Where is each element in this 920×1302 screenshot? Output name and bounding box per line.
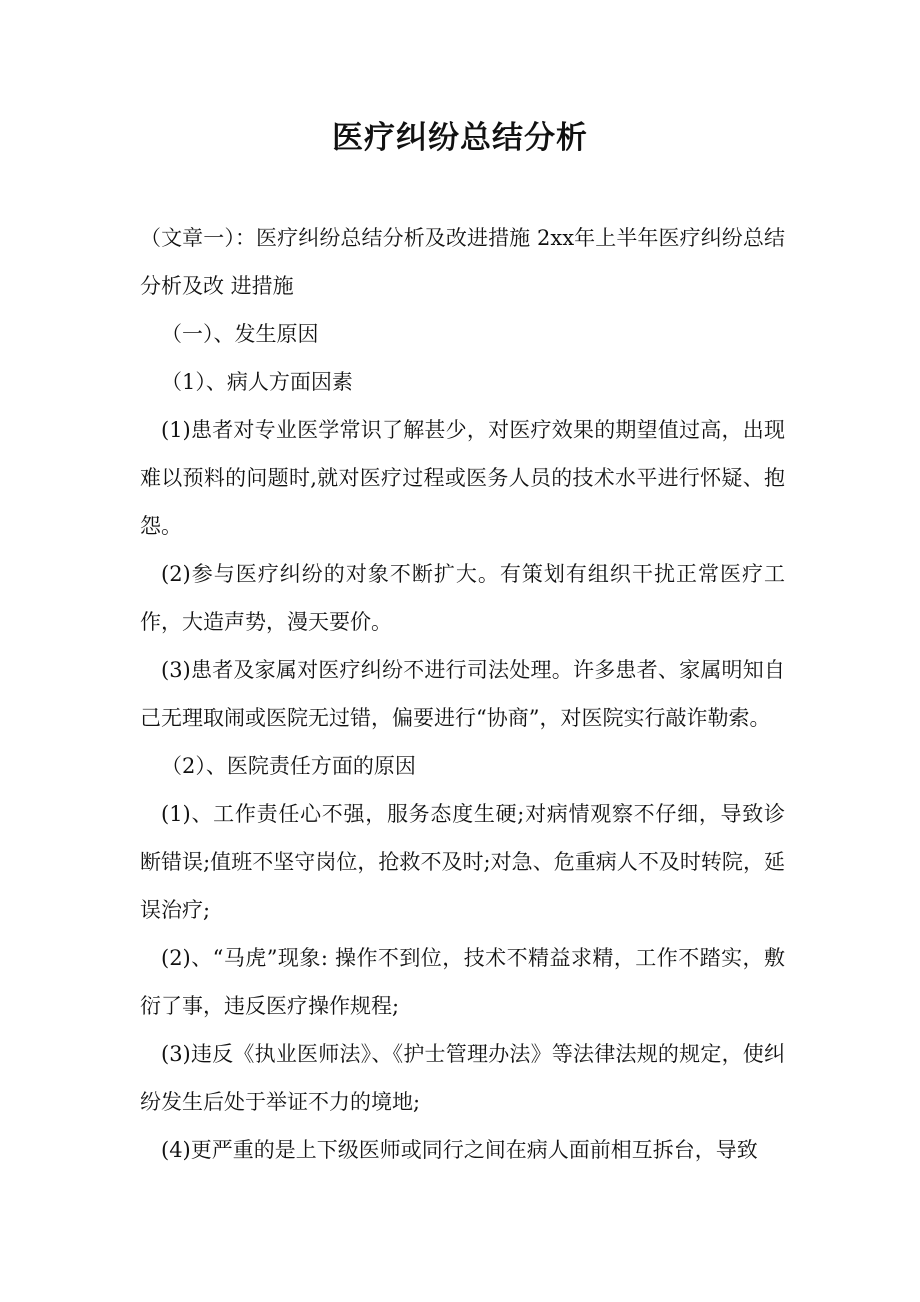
paragraph-hospital-2: (2)、“马虎”现象: 操作不到位，技术不精益求精，工作不踏实，敷衍了事，违反医疗操作规程;	[140, 946, 785, 1018]
paragraph-patient-3: (3)患者及家属对医疗纠纷不进行司法处理。许多患者、家属明知自己无理取闹或医院无过错，偏要进行“协商”，对医院实行敲诈勒索。	[140, 658, 785, 730]
paragraph-hospital-3: (3)违反《执业医师法》、《护士管理办法》等法律法规的规定，使纠纷发生后处于举证不力的境地;	[140, 1042, 785, 1114]
section-heading-causes: （一）、发生原因	[161, 322, 319, 346]
paragraph-hospital-4: (4)更严重的是上下级医师或同行之间在病人面前相互拆台，导致	[161, 1138, 758, 1162]
document-body	[140, 214, 785, 1174]
paragraph-patient-2: (2)参与医疗纠纷的对象不断扩大。有策划有组织干扰正常医疗工作，大造声势，漫天要价。	[140, 562, 785, 634]
subsection-heading-hospital-factors: （2）、医院责任方面的原因	[161, 754, 416, 778]
document-title: 医疗纠纷总结分析	[332, 120, 588, 156]
paragraph-hospital-1: (1)、工作责任心不强，服务态度生硬;对病情观察不仔细，导致诊断错误;值班不坚守岗位，抢救不及时;对急、危重病人不及时转院，延误治疗;	[140, 802, 785, 922]
paragraph-intro: （文章一）：医疗纠纷总结分析及改进措施 2xx年上半年医疗纠纷总结分析及改 进措施	[140, 226, 785, 298]
subsection-heading-patient-factors: （1）、病人方面因素	[161, 370, 353, 394]
paragraph-patient-1: (1)患者对专业医学常识了解甚少，对医疗效果的期望值过高，出现难以预料的问题时,就对医疗过程或医务人员的技术水平进行怀疑、抱怨。	[140, 418, 785, 538]
